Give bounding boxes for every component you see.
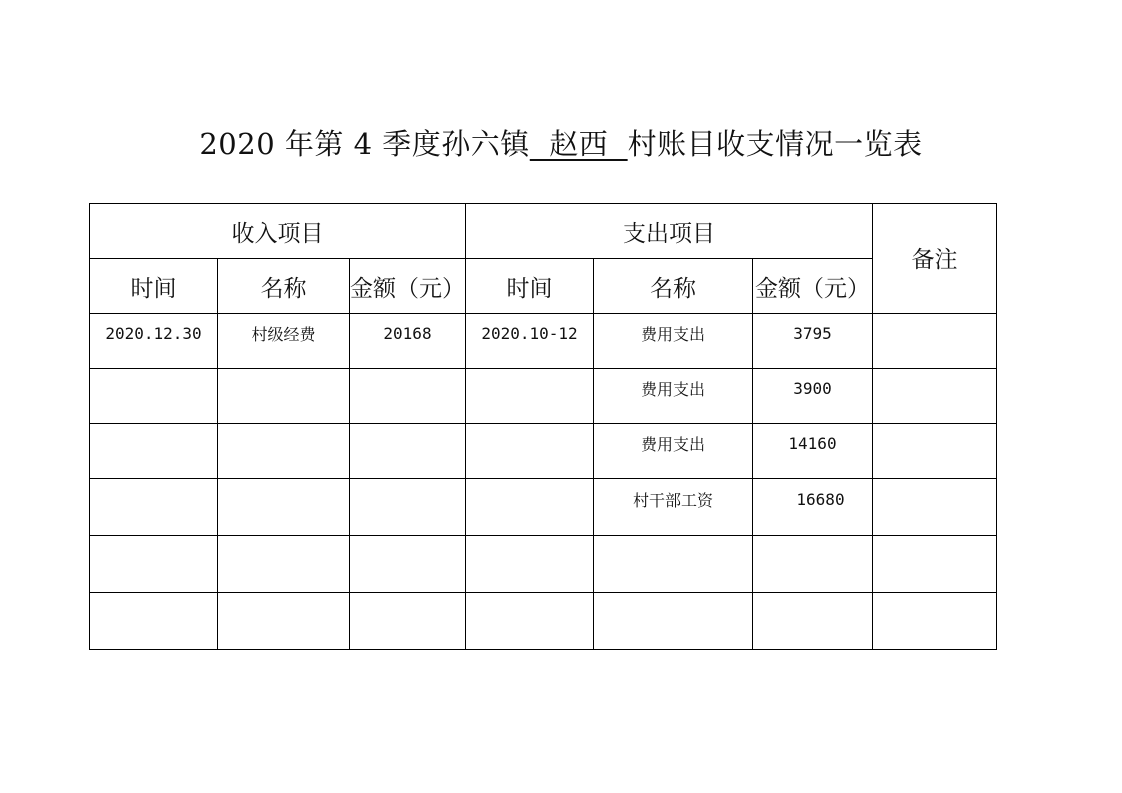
income-name-cell (218, 536, 350, 593)
expense-name-cell (594, 479, 753, 536)
expense-group-header: 支出项目 (466, 204, 873, 259)
expense-amount-value: 3795 (793, 323, 832, 343)
income-amount-cell (350, 369, 466, 424)
expense-name-header: 名称 (594, 259, 753, 314)
expense-name-value: 费用支出 (640, 434, 705, 454)
table-row (90, 593, 997, 650)
remarks-header (873, 204, 997, 314)
expense-name-cell (594, 536, 753, 593)
expense-time-cell (466, 424, 594, 479)
income-name-cell (218, 424, 350, 479)
title-suffix: 村账目收支情况一览表 (627, 127, 923, 161)
expense-amount-cell (753, 314, 873, 369)
income-amount-cell (350, 424, 466, 479)
expense-amount-cell (753, 369, 873, 424)
income-group-header: 收入项目 (90, 204, 466, 259)
expense-time-cell (466, 593, 594, 650)
expense-name-value: 费用支出 (640, 324, 705, 344)
remarks-cell (873, 479, 997, 536)
document-title (0, 122, 1122, 163)
expense-name-cell (594, 369, 753, 424)
income-time-cell (90, 593, 218, 650)
remarks-cell (873, 424, 997, 479)
expense-name-cell (594, 314, 753, 369)
expense-time-cell (466, 314, 594, 369)
column-header-row (90, 259, 997, 314)
expense-name-value: 村干部工资 (632, 490, 713, 510)
table-row (90, 424, 997, 479)
income-time-cell (90, 424, 218, 479)
remarks-cell (873, 536, 997, 593)
expense-amount-value: 14160 (788, 433, 837, 453)
expense-time-cell (466, 479, 594, 536)
income-amount-cell (350, 593, 466, 650)
table-row (90, 314, 997, 369)
income-amount-cell (350, 479, 466, 536)
income-time-value: 2020.12.30 (105, 323, 202, 343)
income-name-value: 村级经费 (251, 324, 316, 344)
expense-amount-cell (753, 536, 873, 593)
income-time-cell (90, 314, 218, 369)
income-name-cell (218, 479, 350, 536)
expense-time-value: 2020.10-12 (481, 323, 578, 343)
expense-name-value: 费用支出 (640, 379, 705, 399)
expense-time-cell (466, 369, 594, 424)
expense-name-cell (594, 424, 753, 479)
expense-amount-header: 金额（元） (753, 259, 873, 314)
village-name-fill: 赵西 (529, 127, 628, 161)
income-time-header: 时间 (90, 259, 218, 314)
income-time-cell (90, 369, 218, 424)
income-amount-value: 20168 (383, 323, 432, 343)
group-header-row (90, 204, 997, 259)
income-name-cell (218, 369, 350, 424)
expense-amount-cell (753, 593, 873, 650)
expense-amount-value: 3900 (793, 378, 832, 398)
income-time-cell (90, 479, 218, 536)
income-amount-header: 金额（元） (350, 259, 466, 314)
ledger-table (89, 203, 997, 650)
expense-time-cell (466, 536, 594, 593)
table-row (90, 369, 997, 424)
income-name-cell (218, 314, 350, 369)
table-row (90, 536, 997, 593)
income-name-header: 名称 (218, 259, 350, 314)
expense-name-cell (594, 593, 753, 650)
title-prefix: 2020 年第 4 季度孙六镇 (199, 127, 530, 161)
expense-amount-value: 16680 (796, 489, 845, 509)
remarks-cell (873, 314, 997, 369)
income-name-cell (218, 593, 350, 650)
expense-time-header: 时间 (466, 259, 594, 314)
remarks-cell (873, 369, 997, 424)
expense-amount-cell (753, 424, 873, 479)
income-amount-cell (350, 536, 466, 593)
income-time-cell (90, 536, 218, 593)
remarks-header-label: 备注 (911, 247, 958, 273)
remarks-cell (873, 593, 997, 650)
expense-amount-cell (753, 479, 873, 536)
income-amount-cell (350, 314, 466, 369)
table-row (90, 479, 997, 536)
